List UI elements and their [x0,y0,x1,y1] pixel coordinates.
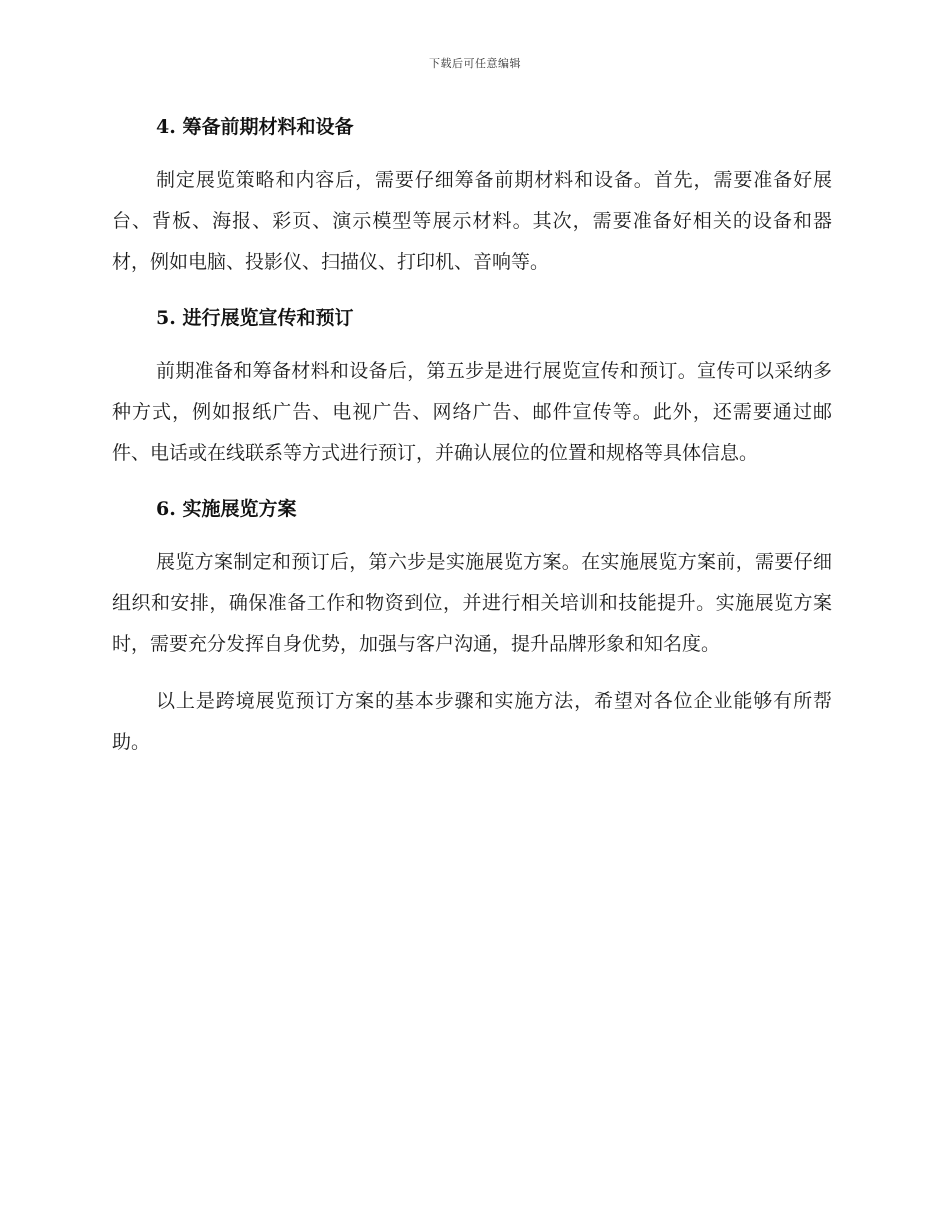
section-heading-4: 4. 筹备前期材料和设备 [156,116,354,138]
section-heading-6: 6. 实施展览方案 [156,498,297,520]
section-heading-5: 5. 进行展览宣传和预订 [156,307,354,329]
section-paragraph-6: 展览方案制定和预订后，第六步是实施展览方案。在实施展览方案前，需要仔细组织和安排，确保准备工作和物资到位，并进行相关培训和技能提升。实施展览方案时，需要充分发挥自身优势，加强与客户沟通，提升品牌形象和知名度。 [112,551,832,655]
conclusion-paragraph: 以上是跨境展览预订方案的基本步骤和实施方法，希望对各位企业能够有所帮助。 [112,690,832,753]
header-note: 下载后可任意编辑 [429,57,521,70]
document-body [112,108,832,763]
section-paragraph-5: 前期准备和筹备材料和设备后，第五步是进行展览宣传和预订。宣传可以采纳多种方式，例如报纸广告、电视广告、网络广告、邮件宣传等。此外，还需要通过邮件、电话或在线联系等方式进行预订，并确认展位的位置和规格等具体信息。 [112,360,832,464]
section-paragraph-4: 制定展览策略和内容后，需要仔细筹备前期材料和设备。首先，需要准备好展台、背板、海报、彩页、演示模型等展示材料。其次，需要准备好相关的设备和器材，例如电脑、投影仪、扫描仪、打印机、音响等。 [112,169,832,273]
